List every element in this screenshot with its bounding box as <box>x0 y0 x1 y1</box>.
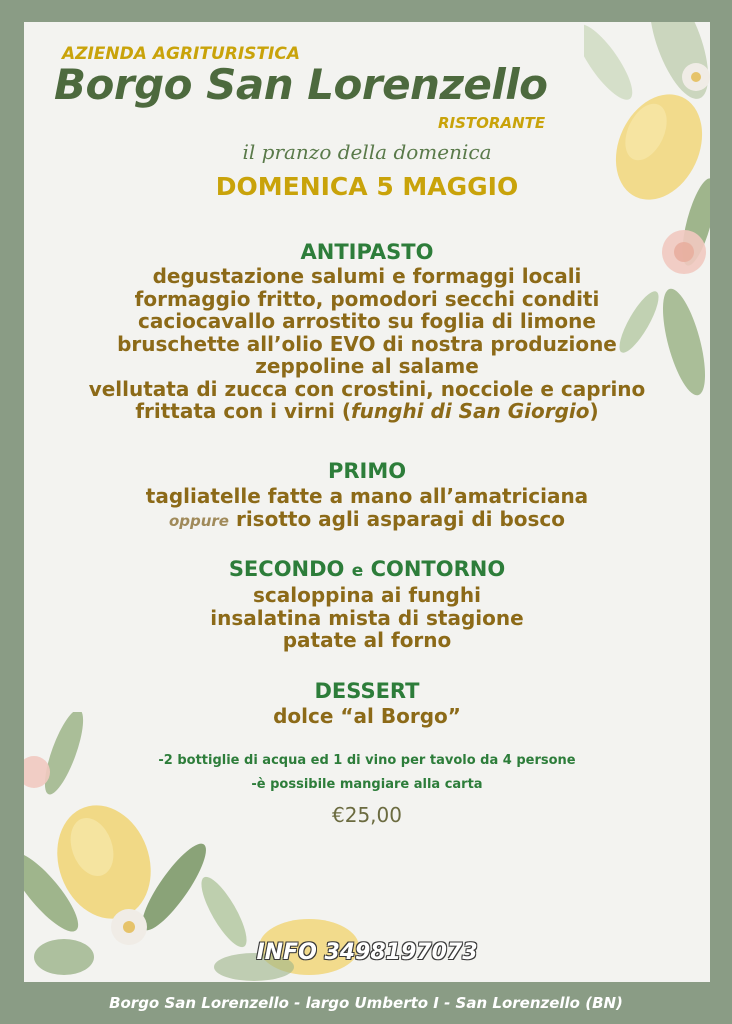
price: €25,00 <box>332 803 402 827</box>
note-line: -è possibile mangiare alla carta <box>251 777 483 792</box>
antipasto-heading: ANTIPASTO <box>300 240 434 264</box>
secondo-heading-a: SECONDO <box>228 557 345 581</box>
list-item: formaggio fritto, pomodori secchi conditi <box>134 286 600 311</box>
list-item <box>24 508 710 533</box>
list-item <box>24 400 710 423</box>
antipasto-list <box>24 265 710 423</box>
dessert-item: dolce “al Borgo” <box>273 704 461 728</box>
event-date: DOMENICA 5 MAGGIO <box>215 172 519 201</box>
dessert-heading: DESSERT <box>314 679 420 703</box>
list-item: insalatina mista di stagione <box>210 605 524 630</box>
list-item: degustazione salumi e formaggi locali <box>152 264 582 288</box>
list-item: tagliatelle fatte a mano all’amatriciana <box>145 484 589 508</box>
oppure-label: oppure <box>168 511 229 530</box>
secondo-heading <box>24 557 710 581</box>
page-title: Borgo San Lorenzello <box>54 60 548 109</box>
list-item-text: risotto agli asparagi di bosco <box>235 506 566 531</box>
list-item: patate al forno <box>282 628 452 652</box>
list-item: vellutata di zucca con crostini, nocciole e caprino <box>88 376 646 401</box>
secondo-heading-e: e <box>351 561 364 581</box>
menu-card <box>24 22 710 982</box>
list-item-text: frittata con i virni ( <box>135 399 351 423</box>
list-item-italic: funghi di San Giorgio <box>350 399 590 423</box>
secondo-list <box>24 584 710 652</box>
list-item: scaloppina ai funghi <box>253 583 481 607</box>
subtitle: AZIENDA AGRITURISTICA <box>62 44 300 64</box>
note-line: -2 bottiglie di acqua ed 1 di vino per tavolo da 4 persone <box>158 753 576 768</box>
lunch-subtitle: il pranzo della domenica <box>242 140 492 164</box>
secondo-heading-b: CONTORNO <box>370 557 506 581</box>
list-item: zeppoline al salame <box>255 354 479 378</box>
list-item-text: ) <box>589 399 599 423</box>
primo-list <box>24 485 710 532</box>
primo-heading: PRIMO <box>327 459 407 483</box>
ristorante-label: RISTORANTE <box>438 114 546 132</box>
info-phone: INFO 3498197073 <box>256 940 478 965</box>
footer-address: Borgo San Lorenzello - largo Umberto I - San Lorenzello (BN) <box>109 994 623 1012</box>
list-item: bruschette all’olio EVO di nostra produzione <box>117 331 617 356</box>
list-item: caciocavallo arrostito su foglia di limone <box>138 309 596 333</box>
